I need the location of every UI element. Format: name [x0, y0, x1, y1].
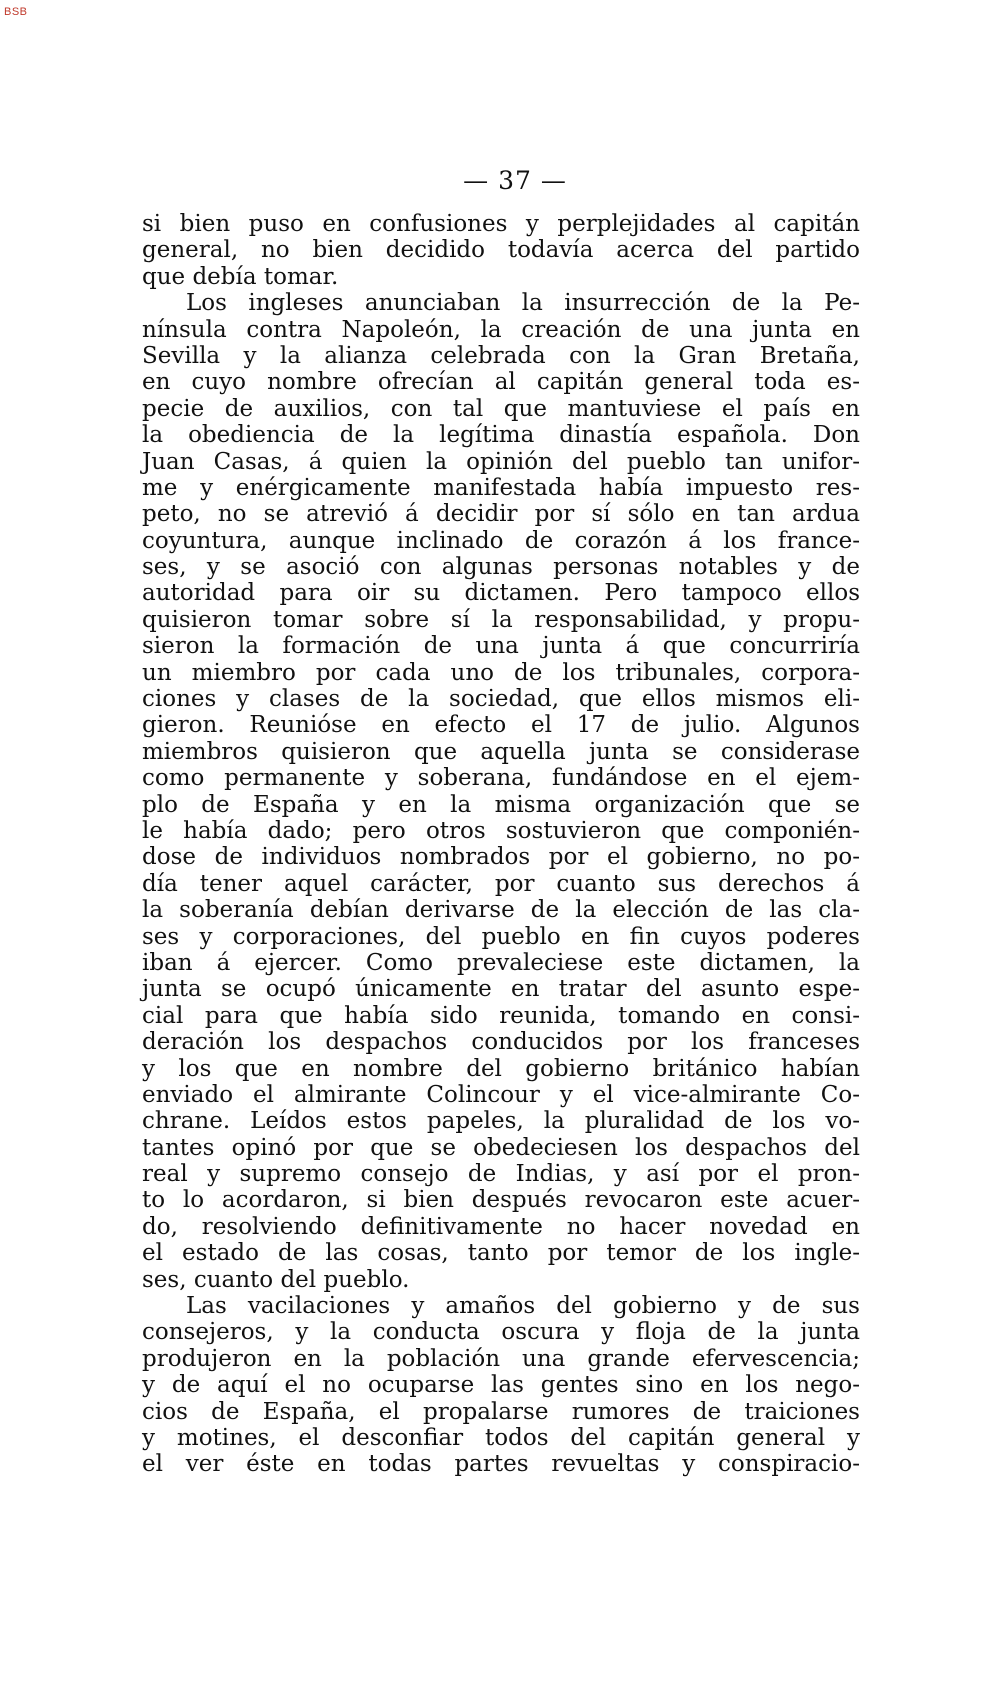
text-line: ses, y se asoció con algunas personas notables y de [142, 554, 860, 581]
text-line: ses y corporaciones, del pueblo en fin cuyos poderes [142, 923, 860, 950]
text-line: quisieron tomar sobre sí la responsabilidad, y propu- [142, 606, 860, 633]
text-line: iban á ejercer. Como prevaleciese este dictamen, la [142, 949, 860, 976]
text-line: sieron la formación de una junta á que concurriría [142, 633, 860, 660]
text-line: me y enérgicamente manifestada había impuesto res- [142, 474, 860, 501]
text-line: general, no bien decidido todavía acerca del partido [142, 237, 860, 264]
text-line: gieron. Reunióse en efecto el 17 de julio. Algunos [142, 712, 860, 739]
text-line: ciones y clases de la sociedad, que ellos mismos eli- [142, 686, 860, 713]
text-line: y de aquí el no ocuparse las gentes sino en los nego- [142, 1372, 860, 1399]
text-line: el estado de las cosas, tanto por temor de los ingle- [142, 1240, 860, 1267]
text-line: miembros quisieron que aquella junta se considerase [142, 738, 860, 765]
text-line: deración los despachos conducidos por los franceses [142, 1029, 860, 1056]
text-line: le había dado; pero otros sostuvieron que componién- [142, 817, 860, 844]
text-line: en cuyo nombre ofrecían al capitán general toda es- [142, 369, 860, 396]
text-line: to lo acordaron, si bien después revocaron este acuer- [142, 1187, 860, 1214]
text-line: pecie de auxilios, con tal que mantuviese el país en [142, 395, 860, 422]
text-line: cios de España, el propalarse rumores de traiciones [142, 1398, 860, 1425]
text-line: Sevilla y la alianza celebrada con la Gran Bretaña, [142, 342, 860, 369]
text-line: cial para que había sido reunida, tomando en consi- [142, 1002, 860, 1029]
text-line: enviado el almirante Colincour y el vice-almirante Co- [142, 1081, 860, 1108]
text-line: autoridad para oir su dictamen. Pero tampoco ellos [142, 580, 860, 607]
text-line: como permanente y soberana, fundándose en el ejem- [142, 765, 860, 792]
text-line: si bien puso en confusiones y perplejidades al capitán [142, 211, 860, 237]
page-number: — 37 — [463, 166, 567, 195]
text-line: tantes opinó por que se obedeciesen los despachos del [142, 1134, 860, 1161]
text-line: ses, cuanto del pueblo. [142, 1266, 410, 1293]
text-line: y los que en nombre del gobierno británico habían [142, 1055, 860, 1082]
body-text [142, 211, 860, 1478]
text-line: coyuntura, aunque inclinado de corazón á los france- [142, 527, 860, 554]
text-line: peto, no se atrevió á decidir por sí sólo en tan ardua [142, 501, 860, 528]
text-line: chrane. Leídos estos papeles, la pluralidad de los vo- [142, 1108, 860, 1135]
text-line: la soberanía debían derivarse de la elección de las cla- [142, 897, 860, 924]
text-line: un miembro por cada uno de los tribunales, corpora- [142, 659, 860, 686]
text-line: nínsula contra Napoleón, la creación de una junta en [142, 316, 860, 343]
text-line: plo de España y en la misma organización que se [142, 791, 860, 818]
text-line: dose de individuos nombrados por el gobierno, no po- [142, 844, 860, 871]
text-line: y motines, el desconfiar todos del capitán general y [142, 1424, 860, 1451]
text-line: la obediencia de la legítima dinastía española. Don [142, 422, 860, 449]
text-line: Juan Casas, á quien la opinión del pueblo tan unifor- [142, 448, 860, 475]
text-line: que debía tomar. [142, 263, 339, 290]
text-line: do, resolviendo definitivamente no hacer novedad en [142, 1213, 860, 1240]
text-line: real y supremo consejo de Indias, y así por el pron- [142, 1161, 860, 1188]
text-line: el ver éste en todas partes revueltas y conspiracio- [142, 1451, 860, 1478]
text-line: consejeros, y la conducta oscura y floja de la junta [142, 1319, 860, 1346]
library-mark: BSB [4, 6, 28, 18]
text-line: Los ingleses anunciaban la insurrección de la Pe- [186, 290, 860, 317]
text-line: produjeron en la población una grande efervescencia; [142, 1345, 860, 1372]
text-line: día tener aquel carácter, por cuanto sus derechos á [142, 870, 860, 897]
text-line: Las vacilaciones y amaños del gobierno y de sus [186, 1293, 860, 1320]
text-line: junta se ocupó únicamente en tratar del asunto espe- [142, 976, 860, 1003]
